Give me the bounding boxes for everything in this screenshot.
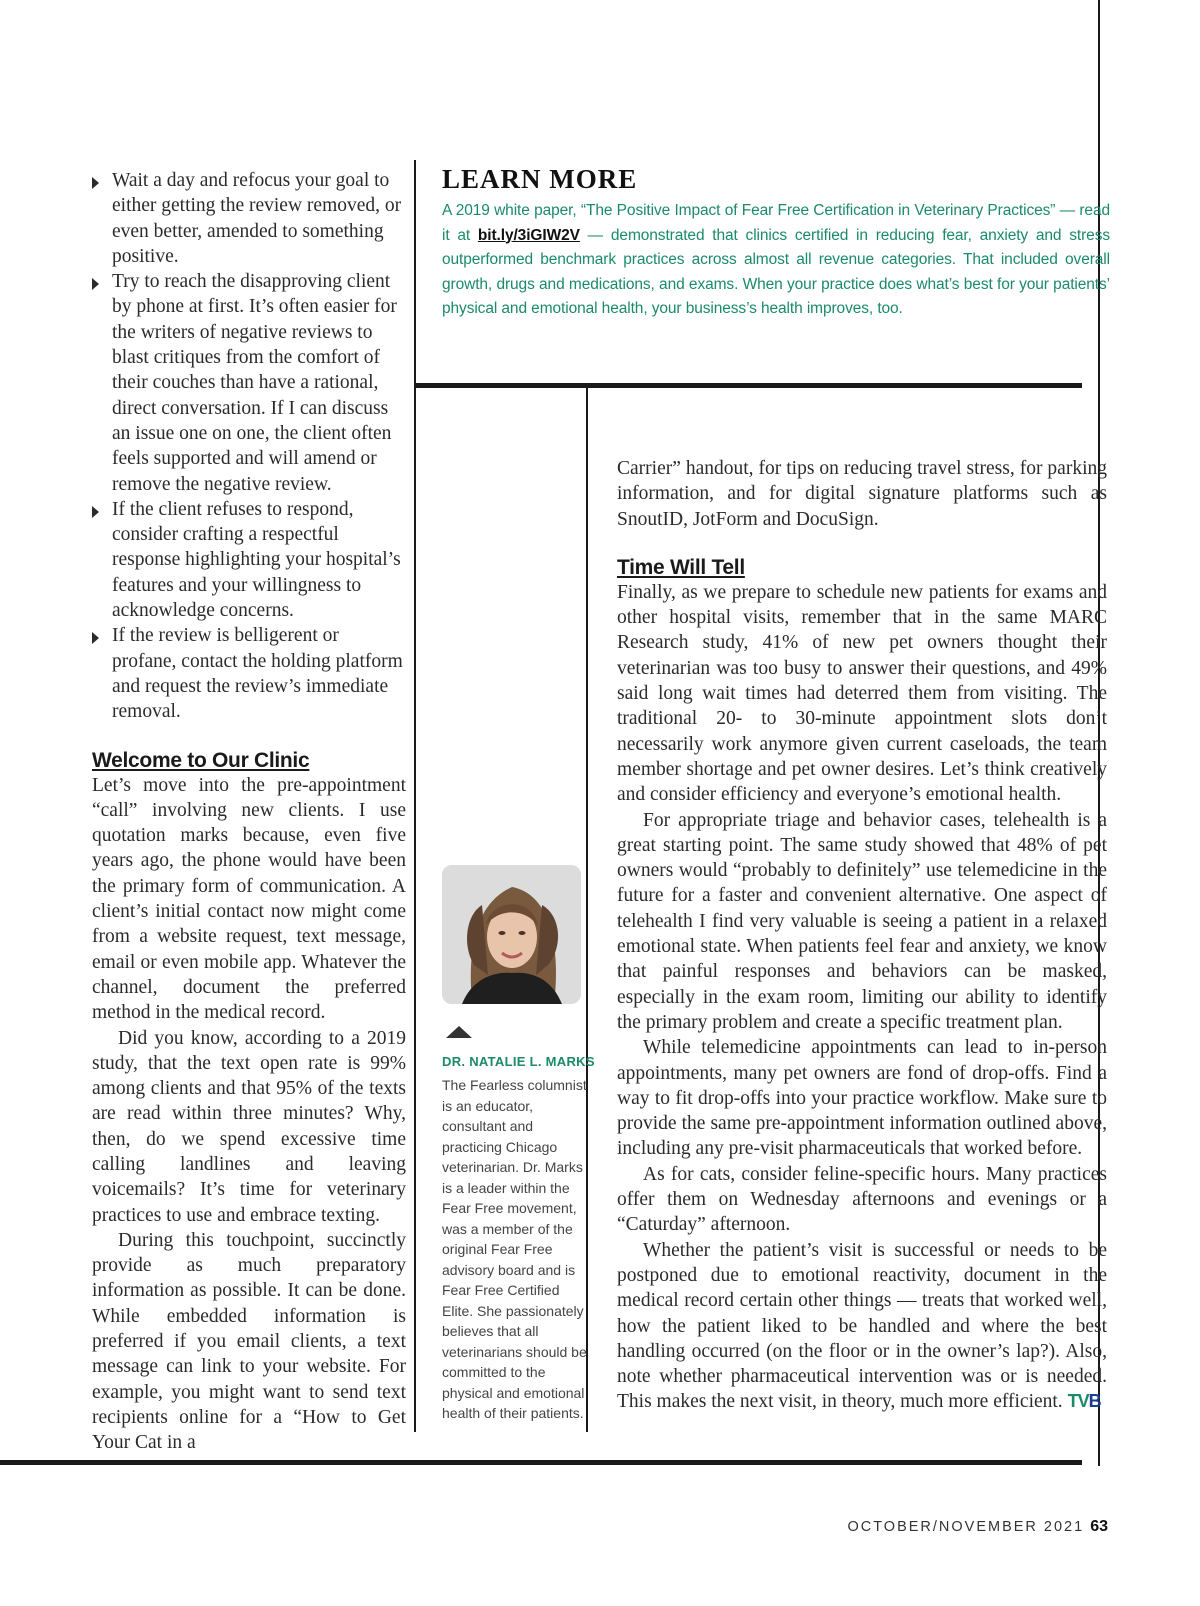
issue-date: OCTOBER/NOVEMBER 2021: [847, 1519, 1085, 1535]
paragraph: For appropriate triage and behavior cases, telehealth is a great starting point. The same study showed that 48% of pet owners would “probably to definitely” use telemedicine in the future for a faster and convenient alternative. One aspect of telehealth I find very valuable is seeing a patient in a relaxed emotional state. When patients feel fear and anxiety, we know that painful responses and behaviors can be masked, especially in the exam room, limiting our ability to identify the primary problem and create a specific treatment plan.: [617, 809, 1107, 1033]
bullet-text: Wait a day and refocus your goal to either getting the review removed, or even better, amended to something positive.: [112, 170, 402, 267]
bullet-text: Try to reach the disapproving client by phone at first. It’s often easier for the writers of negative reviews to blast critiques from the comfort of their couches than have a rational, direct conversation. If I can discuss an issue one on one, the client often feels supported and will amend or remove the negative review.: [112, 271, 397, 495]
triangle-bullet-icon: [92, 177, 99, 189]
footer-rule: [0, 1460, 1082, 1465]
triangle-bullet-icon: [92, 506, 99, 518]
page-footer: [847, 1518, 1108, 1536]
bullet-text: If the client refuses to respond, consider crafting a respectful response highlighting your hospital’s features and your willingness to acknowledge concerns.: [112, 498, 401, 622]
paragraph: Carrier” handout, for tips on reducing travel stress, for parking information, and for digital signature platforms such as SnoutID, JotForm and DocuSign.: [617, 458, 1107, 530]
learn-more-title: LEARN MORE: [442, 164, 638, 194]
paragraph: Finally, as we prepare to schedule new patients for exams and other hospital visits, remember that in the same MARC Research study, 41% of new pet owners thought their veterinarian was too busy to answer their questions, and 49% said long wait times had deterred them from visiting. The traditional 20- to 30-minute appointment slots don’t necessarily work anymore given current caseloads, the team member shortage and pet owner desires. Let’s think creatively and consider efficiency and everyone’s emotional health.: [617, 581, 1107, 806]
bullet-text: If the review is belligerent or profane, contact the holding platform and request the review’s immediate removal.: [112, 625, 403, 723]
end-mark-letter: T: [1067, 1391, 1078, 1412]
section-heading-time-will-tell: Time Will Tell: [617, 555, 745, 579]
author-bio: The Fearless columnist is an educator, consultant and practicing Chicago veterinarian. Dr. Marks is a leader within the Fear Free movement, was a member of the original Fear Free advisory board and is Fear Free Certified Elite. She passionately believes that all veterinarians should be committed to the physical and emotional health of their patients.: [442, 1077, 587, 1421]
bullet-item: [92, 168, 406, 269]
learn-more-bottom-rule: [414, 383, 1082, 388]
bullet-item: [92, 269, 406, 497]
final-paragraph: [617, 1238, 1107, 1415]
triangle-bullet-icon: [92, 632, 99, 644]
right-column: [617, 456, 1107, 1415]
author-portrait-image: [442, 865, 581, 1004]
learn-more-box: [442, 164, 1110, 322]
bullet-item: [92, 497, 406, 623]
paragraph-text: Whether the patient’s visit is successful or needs to be postponed due to emotional reactivity, document in the medical record certain other things — treats that worked well, how the patient liked to be handled and where the best handling occurred (on the floor or in the owner’s lap?). Also, note whether pharmaceutical intervention was or is needed. This makes the next visit, in theory, much more efficient.: [617, 1239, 1107, 1413]
section-heading-welcome: Welcome to Our Clinic: [92, 748, 310, 772]
triangle-bullet-icon: [92, 278, 99, 290]
page-number: 63: [1090, 1518, 1108, 1535]
paragraph: As for cats, consider feline-specific hours. Many practices offer them on Wednesday afternoons and evenings or a “Caturday” afternoon.: [617, 1163, 1107, 1236]
author-name: DR. NATALIE L. MARKS: [442, 1054, 595, 1069]
caret-up-icon: [446, 1026, 472, 1038]
tvb-end-mark-icon: [1068, 1391, 1101, 1411]
author-photo: [442, 865, 581, 1004]
learn-more-text: [442, 199, 1110, 322]
paragraph: While telemedicine appointments can lead to in-person appointments, many pet owners are fond of drop-offs. Find a way to fit drop-offs into your practice workflow. Make sure to provide the same pre-appointment information outlined above, including any pre-visit pharmaceuticals that worked before.: [617, 1037, 1107, 1160]
paragraph: Did you know, according to a 2019 study, that the text open rate is 99% among clients and that 95% of the texts are read within three minutes? Why, then, do we spend excessive time calling landlines and leaving voicemails? It’s time for veterinary practices to use and embrace texting.: [92, 1027, 406, 1226]
column-divider-left: [414, 160, 416, 1432]
white-paper-link[interactable]: bit.ly/3iGIW2V: [477, 226, 580, 244]
left-column: [92, 168, 406, 1456]
paragraph: During this touchpoint, succinctly provide as much preparatory information as possible. It can be done. While embedded information is preferred if you email clients, a text message can link to your website. For example, you might want to send text recipients online for a “How to Get Your Cat in a: [92, 1229, 406, 1454]
end-mark-letter: V: [1077, 1391, 1089, 1412]
bullet-item: [92, 623, 406, 724]
learn-more-text-part: A 2019 white paper, “The Positive Impact of Fear Free Certification in Veterinary Practices” — read it at: [442, 202, 1110, 244]
learn-more-text-part: — demonstrated that clinics certified in reducing fear, anxiety and stress outperformed benchmark practices across almost all revenue categories. That included overall growth, drugs and medications, and exams. When your practice does what’s best for your patients’ physical and emotional health, your business’s health improves, too.: [442, 226, 1110, 317]
end-mark-letter: B: [1088, 1391, 1101, 1412]
paragraph: Let’s move into the pre-appointment “call” involving new clients. I use quotation marks because, even five years ago, the phone would have been the primary form of communication. A client’s initial contact now might come from a website request, text message, email or even mobile app. Whatever the channel, document the preferred method in the medical record.: [92, 774, 406, 1024]
